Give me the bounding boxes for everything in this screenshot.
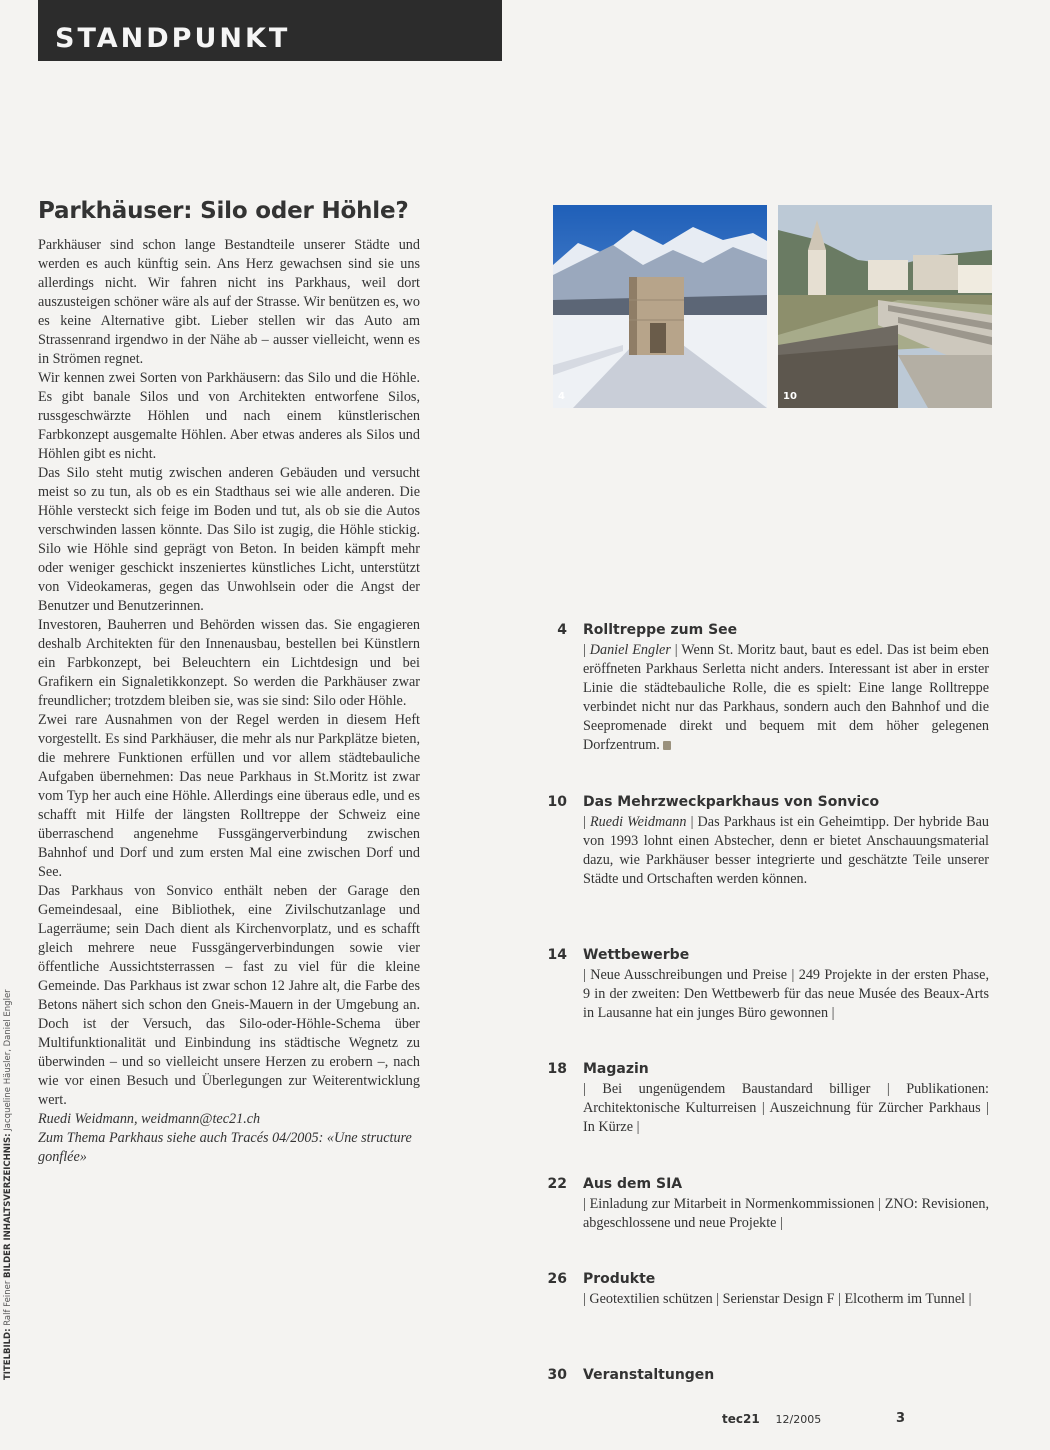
editorial-paragraph: Wir kennen zwei Sorten von Parkhäusern: das Silo und die Höhle. Es gibt banale Silos und von Architekten entworfene Silos, russgeschwärzte Höhlen und nach einem künstlerischen Farbkonzept ausgemalte Höhlen. Aber etwas anderes als Silos und Höhlen gibt es nicht. bbox=[38, 370, 420, 462]
editorial-body bbox=[38, 236, 420, 1167]
contents-credit-names: Jacqueline Häusler, Daniel Engler bbox=[3, 989, 13, 1131]
photo-sonvico-image bbox=[778, 205, 992, 408]
toc-description: | Ruedi Weidmann | Das Parkhaus ist ein Geheimtipp. Der hybride Bau von 1993 lohnt einen Abstecher, denn er bietet Anschauungsmaterial dazu, wie Parkhäuser besser integrierte und geschätzte Teile unserer Städte und Ortschaften werden können. bbox=[583, 814, 989, 887]
cover-credit-label: TITELBILD: bbox=[3, 1328, 13, 1380]
editorial-paragraph: Parkhäuser sind schon lange Bestandteile unserer Städte und werden es auch künftig sein. Ans Herz gewachsen sind sie uns allerdings nicht. Wir fahren nicht ins Parkhaus, weil dort auszusteigen schöner wäre als auf der Strasse. Wir benützen es, wo es keine Alternative gibt. Lieber stellen wir das Auto am Strassenrand irgendwo in der Nähe ab – ausser vielleicht, wenn es in Strömen regnet. bbox=[38, 237, 420, 367]
section-label: STANDPUNKT bbox=[55, 23, 291, 54]
toc-page-number: 4 bbox=[557, 622, 567, 638]
toc-title: Produkte bbox=[583, 1271, 656, 1287]
editorial-paragraph: Investoren, Bauherren und Behörden wissen das. Sie engagieren deshalb Architekten für den Innenausbau, bestellen bei Künstlern ein Farbkonzept, bei Beleuchtern ein Lichtdesign und bei Grafikern ein Signaletikkonzept. So werden die Parkhäuser zwar freundlicher; trotzdem bleiben sie, was sie sind: Silo oder Höhle. bbox=[38, 617, 420, 709]
page-number: 3 bbox=[896, 1411, 906, 1426]
toc-description: | Daniel Engler | Wenn St. Moritz baut, baut es edel. Das ist beim eben eröffneten Parkhaus Serletta nicht anders. Interessant ist aber in erster Linie die städtebauliche Rolle, die es spielt: Eine lange Rolltreppe verbindet nicht nur das Parkhaus, sondern auch den Bahnhof und die Seepromenade direkt und bequem mit dem höher gelegenen Dorfzentrum. bbox=[583, 642, 990, 753]
toc-title: Wettbewerbe bbox=[583, 947, 690, 963]
photo-st-moritz-image bbox=[553, 205, 767, 408]
toc-page-number: 22 bbox=[547, 1176, 567, 1192]
toc-page-number: 30 bbox=[547, 1367, 567, 1383]
toc-description: | Geotextilien schützen | Serienstar Design F | Elcotherm im Tunnel | bbox=[583, 1291, 972, 1307]
issue-number: 12/2005 bbox=[775, 1413, 822, 1426]
cover-credit-name: Ralf Feiner bbox=[3, 1280, 13, 1326]
photo-sonvico bbox=[778, 205, 992, 408]
toc-description: | Einladung zur Mitarbeit in Normenkommissionen | ZNO: Revisionen, abgeschlossene und neue Projekte | bbox=[583, 1196, 989, 1231]
toc-title: Das Mehrzweckparkhaus von Sonvico bbox=[583, 794, 880, 810]
editorial-paragraph: Das Parkhaus von Sonvico enthält neben der Garage den Gemeindesaal, eine Bibliothek, eine Zivilschutzanlage und Lagerräume; sein Dach dient als Kirchenvorplatz, und es schafft gleich mehrere neue Fussgängerverbindungen sowie vier öffentliche Aussichtsterrassen – fast zu viel für die kleine Gemeinde. Das Parkhaus ist zwar schon 12 Jahre alt, die Farbe des Betons nähert sich schon den Gneis-Mauern in der Umgebung an. Doch ist der Versuch, das Silo-oder-Höhle-Schema über Multifunktionalität und Einbindung ins städtische Wegnetz zu überwinden – und so vielleicht unsere Herzen zu erobern –, nach wie vor einen Besuch und Überlegungen zur Weiterentwicklung wert. bbox=[38, 883, 420, 1108]
toc-title: Rolltreppe zum See bbox=[583, 622, 738, 638]
image-credits bbox=[3, 989, 13, 1380]
footer bbox=[722, 1412, 821, 1426]
toc-page-number: 18 bbox=[547, 1061, 567, 1077]
editorial-paragraph: Das Silo steht mutig zwischen anderen Gebäuden und versucht meist so zu tun, als ob es ein Stadthaus sei wie alle anderen. Die Höhle versteckt sich feige im Boden und tut, als ob sie die Autos verschwinden lassen könnte. Das Silo ist zugig, die Höhle stickig. Silo wie Höhle sind geprägt von Beton. In beiden kämpft mehr oder weniger geschickt inszeniertes künstliches Licht, unterstützt von Videokameras, gegen das Unwohlsein oder die Angst der Benutzer und Benutzerinnen. bbox=[38, 465, 420, 614]
photo-st-moritz bbox=[553, 205, 767, 408]
editorial-reference: Zum Thema Parkhaus siehe auch Tracés 04/2005: «Une structure gonflée» bbox=[38, 1130, 412, 1165]
editorial-signature: Ruedi Weidmann, weidmann@tec21.ch bbox=[38, 1111, 261, 1127]
toc-description: | Neue Ausschreibungen und Preise | 249 Projekte in der ersten Phase, 9 in der zweiten: Den Wettbewerb für das neue Musée des Beaux-Arts in Lausanne hat ein junges Büro gewonnen | bbox=[583, 967, 989, 1021]
editorial-paragraph: Zwei rare Ausnahmen von der Regel werden in diesem Heft vorgestellt. Es sind Parkhäuser, die mehr als nur Parkplätze bieten, die mehrere Funktionen erfüllen und vor allem städtebauliche Aufgaben übernehmen: Das neue Parkhaus in St.Moritz ist zwar vom Typ her auch eine Höhle. Allerdings eine überaus edle, und es schafft mit Hilfe der längsten Rolltreppe der Schweiz eine überraschend angenehme Fussgängerverbindung zwischen Bahnhof und Dorf und zum ersten Mal eine zwischen Dorf und See. bbox=[38, 712, 420, 880]
section-header bbox=[38, 0, 502, 61]
contents-credit-label: BILDER INHALTSVERZEICHNIS: bbox=[3, 1133, 13, 1278]
end-mark-icon bbox=[663, 741, 671, 750]
toc-author: Daniel Engler bbox=[589, 642, 671, 658]
photo-number: 10 bbox=[783, 391, 797, 402]
toc-title: Aus dem SIA bbox=[583, 1176, 683, 1192]
toc-author: Ruedi Weidmann bbox=[589, 814, 687, 830]
magazine-name: tec21 bbox=[722, 1412, 760, 1426]
toc-page-number: 10 bbox=[547, 794, 567, 810]
toc-page-number: 14 bbox=[547, 947, 567, 963]
toc-title: Magazin bbox=[583, 1061, 649, 1077]
photo-number: 4 bbox=[558, 391, 565, 402]
toc-description: | Bei ungenügendem Baustandard billiger | Publikationen: Architektonische Kulturreisen | Auszeichnung für Zürcher Parkhaus | In Kürze | bbox=[583, 1081, 989, 1135]
toc-title: Veranstaltungen bbox=[583, 1367, 715, 1383]
editorial-title: Parkhäuser: Silo oder Höhle? bbox=[38, 198, 409, 224]
toc-page-number: 26 bbox=[547, 1271, 567, 1287]
